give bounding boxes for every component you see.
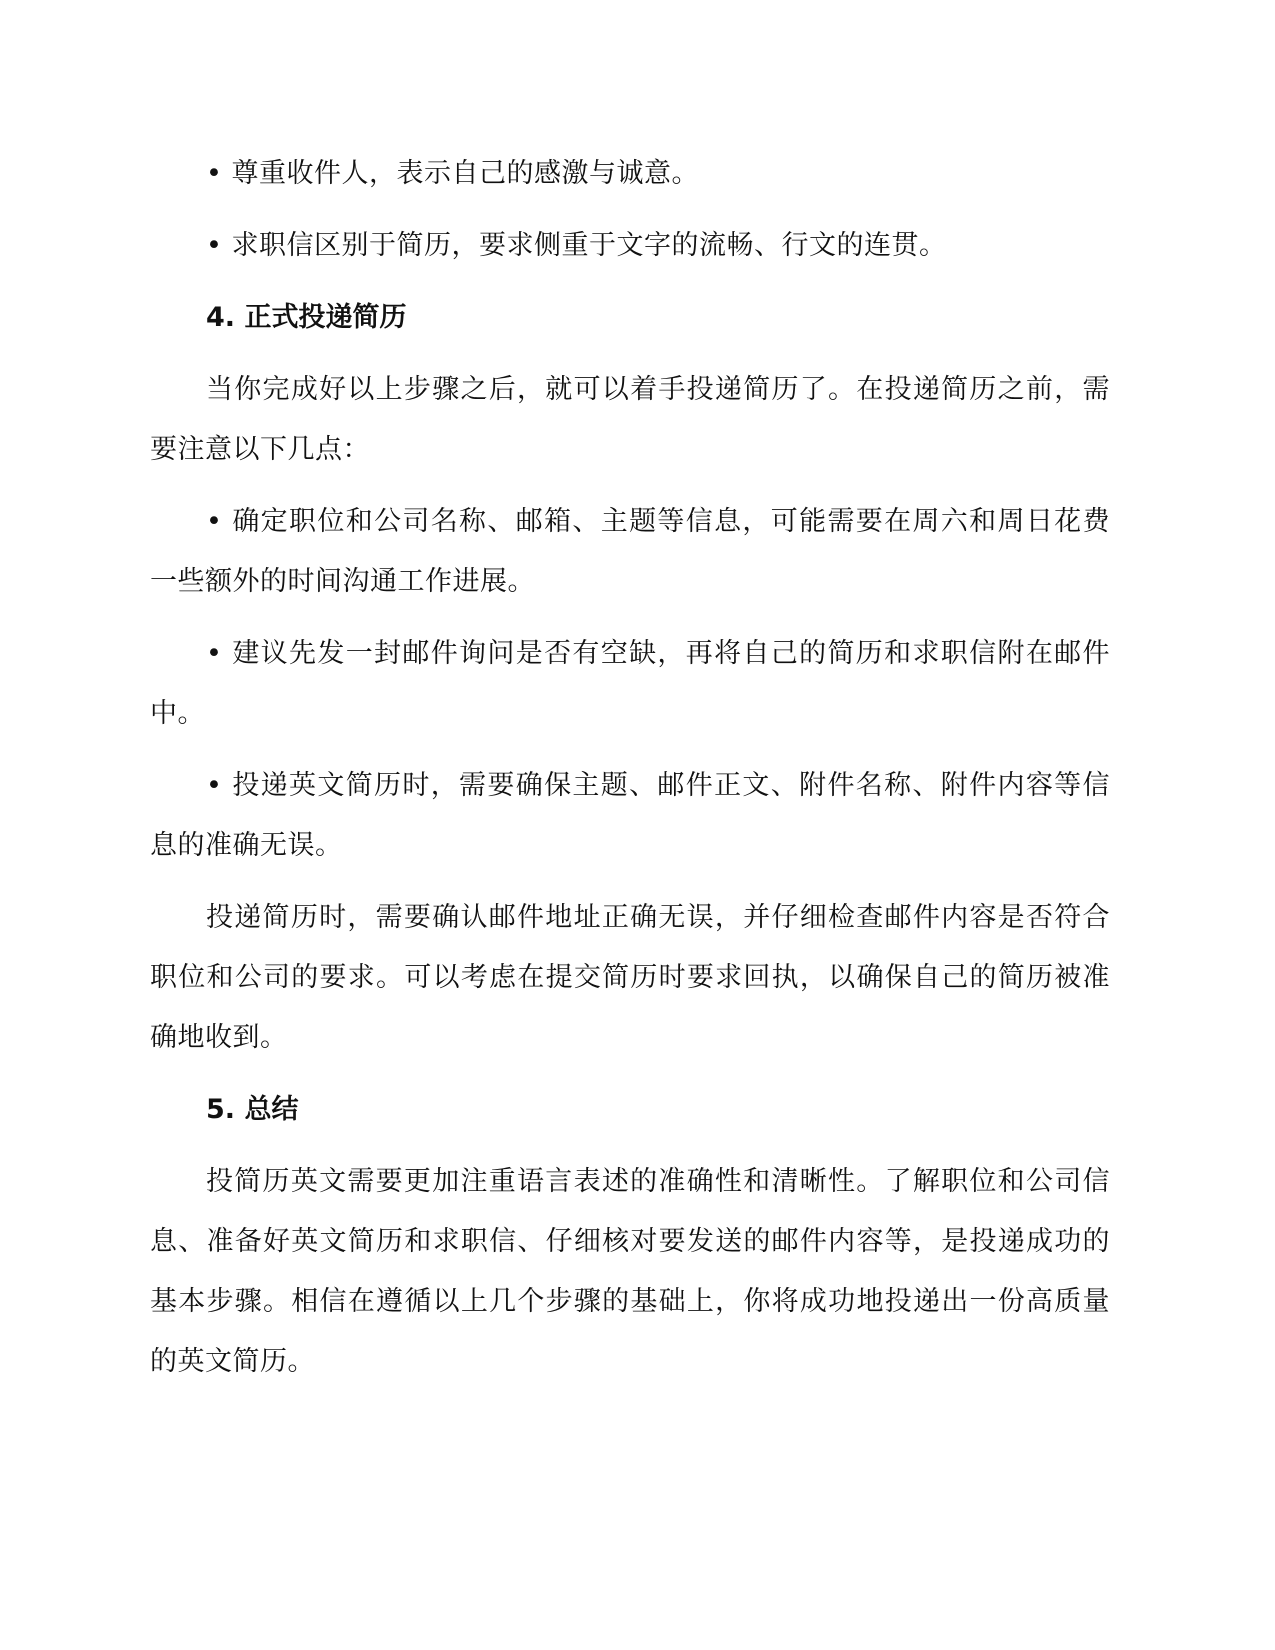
body-paragraph: 投简历英文需要更加注重语言表述的准确性和清晰性。了解职位和公司信息、准备好英文简历和求职信、仔细核对要发送的邮件内容等，是投递成功的基本步骤。相信在遵循以上几个步骤的基础上，你将成功地投递出一份高质量的英文简历。 <box>150 1166 1110 1377</box>
bullet-item: • 尊重收件人，表示自己的感激与诚意。 <box>206 158 700 189</box>
document-body <box>150 144 1110 1404</box>
body-paragraph: 投递简历时，需要确认邮件地址正确无误，并仔细检查邮件内容是否符合职位和公司的要求。可以考虑在提交简历时要求回执，以确保自己的简历被准确地收到。 <box>150 902 1110 1053</box>
section-heading: 5. 总结 <box>206 1094 299 1125</box>
bullet-item: • 建议先发一封邮件询问是否有空缺，再将自己的简历和求职信附在邮件中。 <box>150 638 1110 729</box>
section-heading: 4. 正式投递简历 <box>206 302 407 333</box>
body-paragraph: 当你完成好以上步骤之后，就可以着手投递简历了。在投递简历之前，需要注意以下几点： <box>150 374 1110 465</box>
bullet-item: • 确定职位和公司名称、邮箱、主题等信息，可能需要在周六和周日花费一些额外的时间沟通工作进展。 <box>150 506 1110 597</box>
bullet-item: • 求职信区别于简历，要求侧重于文字的流畅、行文的连贯。 <box>206 230 947 261</box>
bullet-item: • 投递英文简历时，需要确保主题、邮件正文、附件名称、附件内容等信息的准确无误。 <box>150 770 1110 861</box>
